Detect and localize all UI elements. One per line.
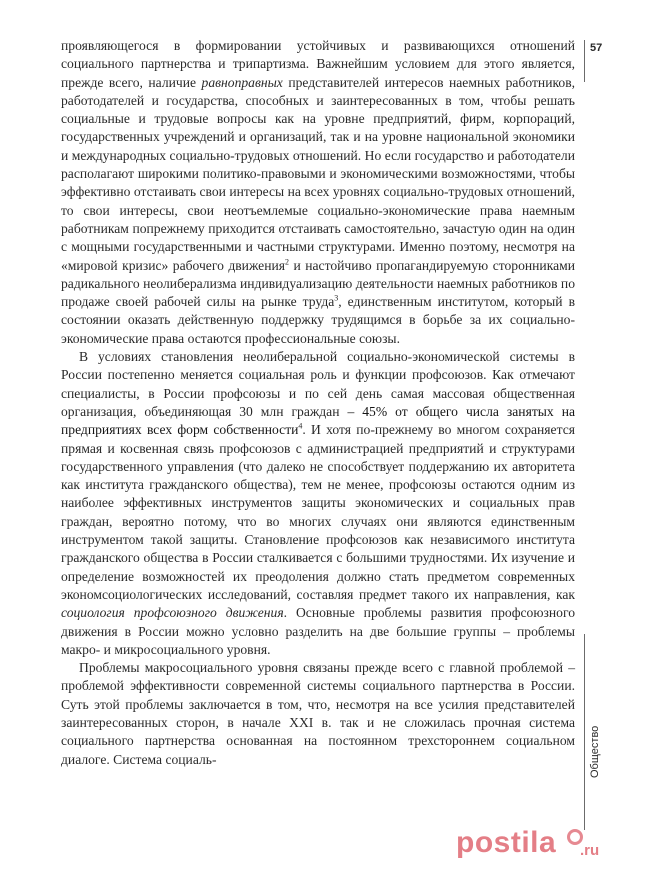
paragraph-1 <box>61 37 575 348</box>
p2-text-2: . И хотя по-прежнему во многом сохраняется прямая и косвенная связь профсоюзов с администрацией предприятий и структурами государственного управления (что далеко не способствует поддержанию их авторитета как института гражданского общества), тем не менее, профсоюзы остаются одним из наиболее эффективных инструментов защиты экономических и социальных прав граждан, вероятно потому, что во многих случаях они являются единственным инструментом такой защиты. Становление профсоюзов как независимого института гражданского общества в России сталкивается с большими трудностями. Их изучение и определение возможностей их преодоления должно стать предметом современных экономсоциологических исследований, составляя предмет такого их направления, как <box>61 422 575 602</box>
header-rule <box>584 40 585 82</box>
p2-text-1: В условиях становления неолиберальной социально-экономической системы в России постепенно меняется социальная роль и функции профсоюзов. Как отмечают специалисты, в России профсоюзы и по сей день самая массовая общественная организация, объединяющая 30 млн граждан <box>61 349 575 419</box>
p3-text-1: Проблемы макросоциального уровня связаны прежде всего с главной проблемой – проблемой эффективности современной системы социального партнерства в России. Суть этой проблемы заключается в том, что, несмотря на все усилия представителей заинтересованных сторон, в начале XXI в. так и не сложилась прочная система социального партнерства основанная на постоянном трехстороннем социальном диалоге. Система социаль- <box>61 660 575 767</box>
postila-watermark <box>456 826 646 866</box>
p1-text-2: представителей интересов наемных работников, работодателей и государства, способных и заинтересованных в том, чтобы решать социальные и трудовые вопросы как на уровне предприятий, фирм, корпораций, государственных учреждений и организаций, так и на уровне национальной экономики и международных социально-трудовых отношений. Но если государство и работодатели располагают широкими политико-правовыми и экономическими возможностями, чтобы эффективно отстаивать свои интересы на всех уровнях социально-трудовых отношений, то свои интересы, свои неотъемлемые социально-экономические права наемным работникам попрежнему приходится отстаивать самостоятельно, зачастую один на один с мощными государственными и частными структурами. Именно поэтому, несмотря на «мировой кризис» рабочего движения <box>61 74 576 273</box>
p1-text-4: , единственным институтом, который в состоянии оказать действенную поддержку трудящимся в борьбе за их социально-экономические права остаются профессиональные союзы. <box>61 294 575 346</box>
p1-text-1: проявляющегося в формировании устойчивых и развивающихся отношений социального партнерства и трипартизма. Важнейшим условием для этого является, прежде всего, наличие <box>61 38 575 90</box>
paragraph-3 <box>61 659 575 769</box>
watermark-word: postila <box>456 826 557 859</box>
body-text <box>61 37 575 769</box>
p2-highlight: – 45% от общего числа занятых на предприятиях всех форм собственности <box>61 403 575 438</box>
paragraph-2 <box>61 348 575 659</box>
watermark-tld: .ru <box>580 842 600 859</box>
p2-text-3: . Основные проблемы развития профсоюзного движения в России можно условно разделить на две большие группы – проблемы макро- и микросоциального уровня. <box>61 605 575 657</box>
footnote-ref-3[interactable]: 3 <box>334 293 339 303</box>
p2-emphasis: социология профсоюзного движения <box>61 605 284 621</box>
p1-emphasis: равноправных <box>201 74 283 90</box>
footnote-ref-4[interactable]: 4 <box>298 421 303 431</box>
page-number: 57 <box>590 42 603 54</box>
side-rule <box>584 634 585 830</box>
section-label: Общество <box>589 725 601 778</box>
footnote-ref-2[interactable]: 2 <box>285 257 290 267</box>
p1-text-3: и настойчиво пропагандируемую сторонниками радикального неолиберализма индивидуализацию деятельности наемных работников по продаже своей рабочей силы на рынке труда <box>61 257 576 310</box>
